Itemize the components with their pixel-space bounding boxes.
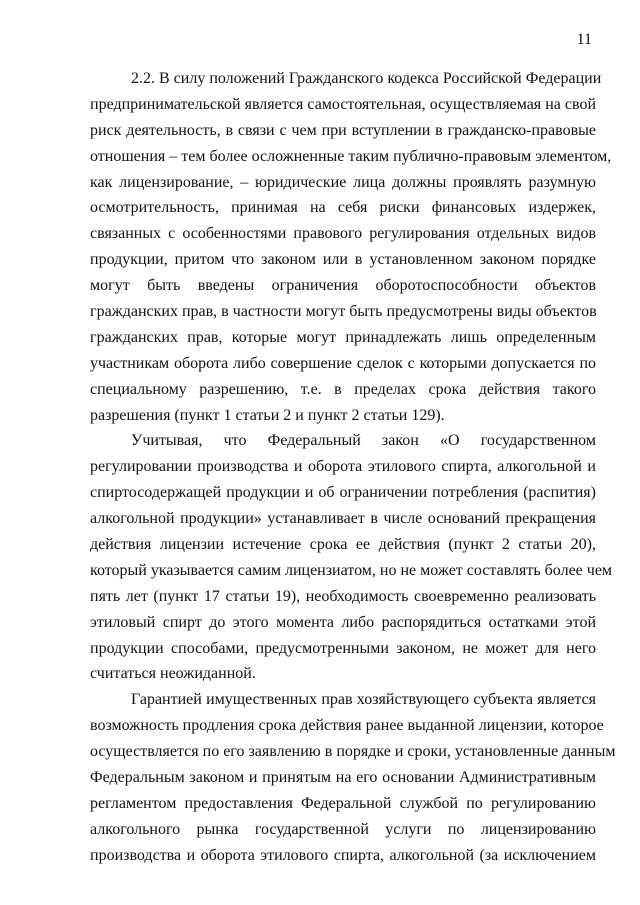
text-line: отношения – тем более осложненные таким публично-правовым элементом,: [90, 147, 612, 165]
text-line: осуществляется по его заявлению в порядке и сроки, установленные данным: [90, 743, 616, 761]
text-line: осмотрительность, принимая на себя риски финансовых издержек,: [90, 199, 596, 217]
text-line: регламентом предоставления Федеральной службой по регулированию: [90, 794, 596, 812]
text-line: возможность продления срока действия ранее выданной лицензии, которое: [90, 717, 604, 735]
text-line: Учитывая, что Федеральный закон «О государственном: [131, 432, 596, 450]
text-line: гражданских прав, которые могут принадлежать лишь определенным: [90, 328, 596, 346]
text-line: риск деятельность, в связи с чем при вступлении в гражданско-правовые: [90, 121, 596, 139]
text-line: действия лицензии истечение срока ее действия (пункт 2 статьи 20),: [90, 536, 596, 554]
text-line: который указывается самим лицензиатом, но не может составлять более чем: [90, 561, 613, 579]
text-line: предпринимательской является самостоятельная, осуществляемая на свой: [90, 95, 596, 113]
text-line: связанных с особенностями правового регулирования отдельных видов: [90, 225, 596, 243]
text-line: 2.2. В силу положений Гражданского кодекса Российской Федерации: [131, 70, 602, 87]
text-line: гражданских прав, в частности могут быть предусмотрены виды объектов: [90, 303, 597, 321]
paragraph-3: [90, 687, 616, 868]
text-line: алкогольной продукции» устанавливает в числе оснований прекращения: [90, 510, 596, 528]
text-line: спиртосодержащей продукции и об ограничении потребления (распития): [90, 484, 596, 502]
text-line: могут быть введены ограничения оборотоспособности объектов: [90, 277, 596, 295]
text-line: продукции способами, предусмотренными законом, не может для него: [90, 639, 596, 657]
text-line: как лицензирование, – юридические лица должны проявлять разумную: [90, 173, 596, 191]
text-line: Гарантией имущественных прав хозяйствующего субъекта является: [131, 691, 596, 709]
text-line: специальному разрешению, т.е. в пределах срока действия такого: [90, 380, 596, 398]
text-line: продукции, притом что законом или в установленном законом порядке: [90, 251, 596, 269]
page-number: 11: [576, 31, 592, 48]
document-body: [90, 66, 616, 869]
text-line: регулировании производства и оборота этилового спирта, алкогольной и: [90, 458, 596, 476]
text-line: производства и оборота этилового спирта, алкогольной (за исключением: [90, 846, 596, 864]
text-line: разрешения (пункт 1 статьи 2 и пункт 2 статьи 129).: [90, 406, 445, 424]
text-line: этиловый спирт до этого момента либо распорядиться остатками этой: [90, 613, 596, 631]
text-line: считаться неожиданной.: [90, 665, 256, 683]
paragraph-1: [90, 66, 612, 428]
text-line: участникам оборота либо совершение сделок с которыми допускается по: [90, 354, 596, 372]
text-line: пять лет (пункт 17 статьи 19), необходимость своевременно реализовать: [90, 587, 596, 605]
text-line: Федеральным законом и принятым на его основании Административным: [90, 769, 596, 787]
paragraph-2: [90, 428, 613, 687]
text-line: алкогольного рынка государственной услуги по лицензированию: [90, 820, 596, 838]
